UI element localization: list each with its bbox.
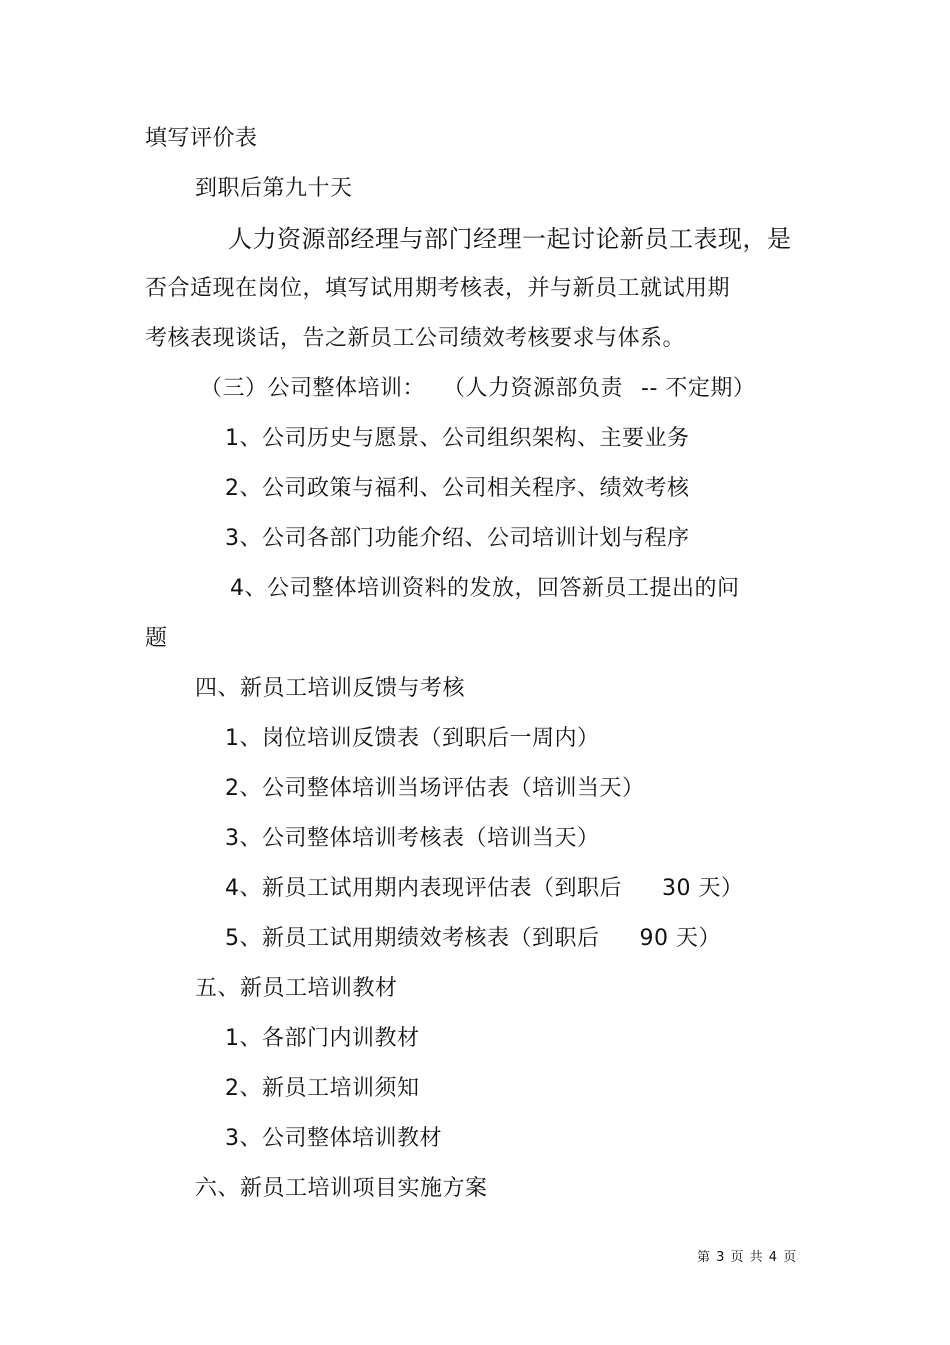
list-item-text: 5、新员工试用期绩效考核表（到职后 [225,926,600,951]
section-heading [200,374,755,404]
text-line: 否合适现在岗位，填写试用期考核表，并与新员工就试用期 [145,276,731,301]
list-item: 4、公司整体培训资料的发放，回答新员工提出的问 [230,576,740,601]
list-item: 2、公司整体培训当场评估表（培训当天） [225,776,645,801]
section-heading: 六、新员工培训项目实施方案 [195,1176,488,1201]
list-item [225,924,721,954]
text-line: 到职后第九十天 [195,176,353,201]
text-line: 考核表现谈话，告之新员工公司绩效考核要求与体系。 [145,326,686,351]
list-item [225,874,744,904]
heading-note: （人力资源部负责 [443,376,624,401]
text-line: 人力资源部经理与部门经理一起讨论新员工表现，是 [228,225,792,253]
section-heading: 四、新员工培训反馈与考核 [195,676,466,701]
text-line: 填写评价表 [145,126,258,151]
heading-text: （三）公司整体培训： [200,376,426,401]
text-line: 题 [145,626,168,651]
list-item-days: 30 天） [662,876,744,901]
list-item: 3、公司整体培训教材 [225,1126,442,1151]
list-item: 1、各部门内训教材 [225,1026,420,1051]
list-item: 1、岗位培训反馈表（到职后一周内） [225,726,600,751]
page-number-footer: 第 3 页 共 4 页 [697,1250,798,1265]
list-item: 3、公司各部门功能介绍、公司培训计划与程序 [225,526,690,551]
list-item-days: 90 天） [639,926,721,951]
section-heading: 五、新员工培训教材 [195,976,398,1001]
list-item: 3、公司整体培训考核表（培训当天） [225,826,600,851]
heading-note-period: -- 不定期） [641,376,756,401]
list-item: 2、新员工培训须知 [225,1076,420,1101]
list-item: 1、公司历史与愿景、公司组织架构、主要业务 [225,426,690,451]
list-item: 2、公司政策与福利、公司相关程序、绩效考核 [225,476,690,501]
list-item-text: 4、新员工试用期内表现评估表（到职后 [225,876,622,901]
